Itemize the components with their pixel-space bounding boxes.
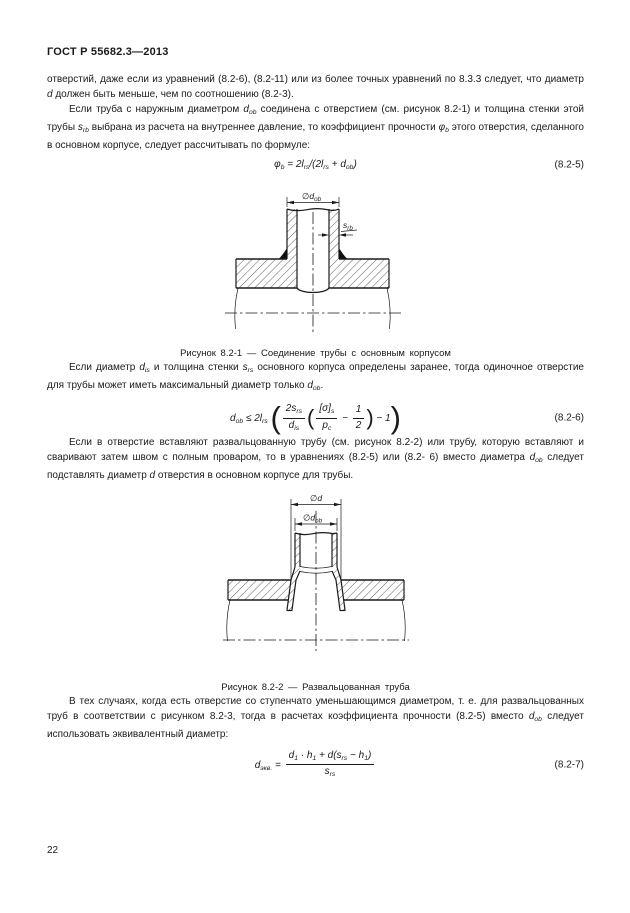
figure-8-2-1 (47, 189, 584, 360)
figure-caption: Рисунок 8.2-2 — Развальцованная труба (221, 682, 410, 694)
dimension-label-d-ob: $\emptyset d_{ob}$ (301, 190, 321, 203)
dimension-label-d-ob: $\emptyset d_{ob}$ (302, 512, 322, 525)
dimension-label-s-rb: $s_{rb}$ (342, 219, 353, 232)
equation-8-2-7 (47, 750, 584, 780)
figure-8-2-1-drawing (221, 189, 411, 339)
equation-number: (8.2-6) (554, 412, 584, 424)
page-content (47, 72, 584, 782)
page-number: 22 (47, 845, 59, 856)
page-header: ГОСТ Р 55682.3—2013 (47, 46, 169, 58)
paragraph-continuation: отверстий, даже если из уравнений (8.2-6), (8.2-11) или из более точных уравнений по 8.3.3 следует, что диаметр d должен быть меньше, чем по соотношению (8.2-3). (47, 74, 584, 100)
dimension-d-ob (287, 191, 339, 207)
figure-caption: Рисунок 8.2-1 — Соединение трубы с основным корпусом (180, 347, 451, 359)
figure-8-2-2 (47, 491, 584, 694)
paragraph: В тех случаях, когда есть отверстие со ступенчато уменьшающимся диаметром, т. е. для развальцованных труб в соответствии с рисунком 8.2-3, тогда в расчетах коэффициента прочности (8.2-5) вместо dob следует использовать эквивалентный диаметр: (47, 696, 584, 740)
equation-8-2-6 (47, 400, 584, 436)
paragraph: Если диаметр dis и толщина стенки srs основного корпуса определены заранее, тогда одиночное отверстие для трубы может иметь максимальный диаметр только dob. (47, 361, 584, 392)
formula-text: dob ≤ 2lrs ( $\frac{\text{2srs}}{\text{dis}}$ ( $\frac{[\sigma]s}{pc}$ − $\frac{1}{2}$ ) − 1) (230, 400, 401, 436)
main-shell-plate (234, 259, 389, 329)
equation-number: (8.2-5) (554, 159, 584, 171)
dimension-label-d: ∅d (309, 493, 322, 504)
formula-text: φb = 2lrs/(2lrs + dob) (274, 158, 357, 171)
equation-8-2-5 (47, 159, 584, 171)
paragraph: Если труба с наружным диаметром dob соединена с отверстием (см. рисунок 8.2-1) и толщина стенки этой трубы srb выбрана из расчета на внутреннее давление, то коэффициент прочности φb этого отверстия, сделанного в основном корпусе, следует рассчитывать по формуле: (47, 104, 585, 151)
formula-text: dэкв. = $\frac{\text{d1 · h1 + d(srs − h1)}}{\text{srs}}$ (255, 760, 377, 771)
paragraph: Если в отверстие вставляют развальцованную трубу (см. рисунок 8.2-2) или трубу, которую вставляют и сваривают затем швом с полным проваром, то в уравнениях (8.2-5) или (8.2- 6) вместо диаметра dob следует подставлять диаметр d отверстия в основном корпусе для трубы. (47, 437, 584, 482)
figure-8-2-2-drawing (221, 491, 411, 657)
equation-number: (8.2-7) (554, 759, 584, 771)
